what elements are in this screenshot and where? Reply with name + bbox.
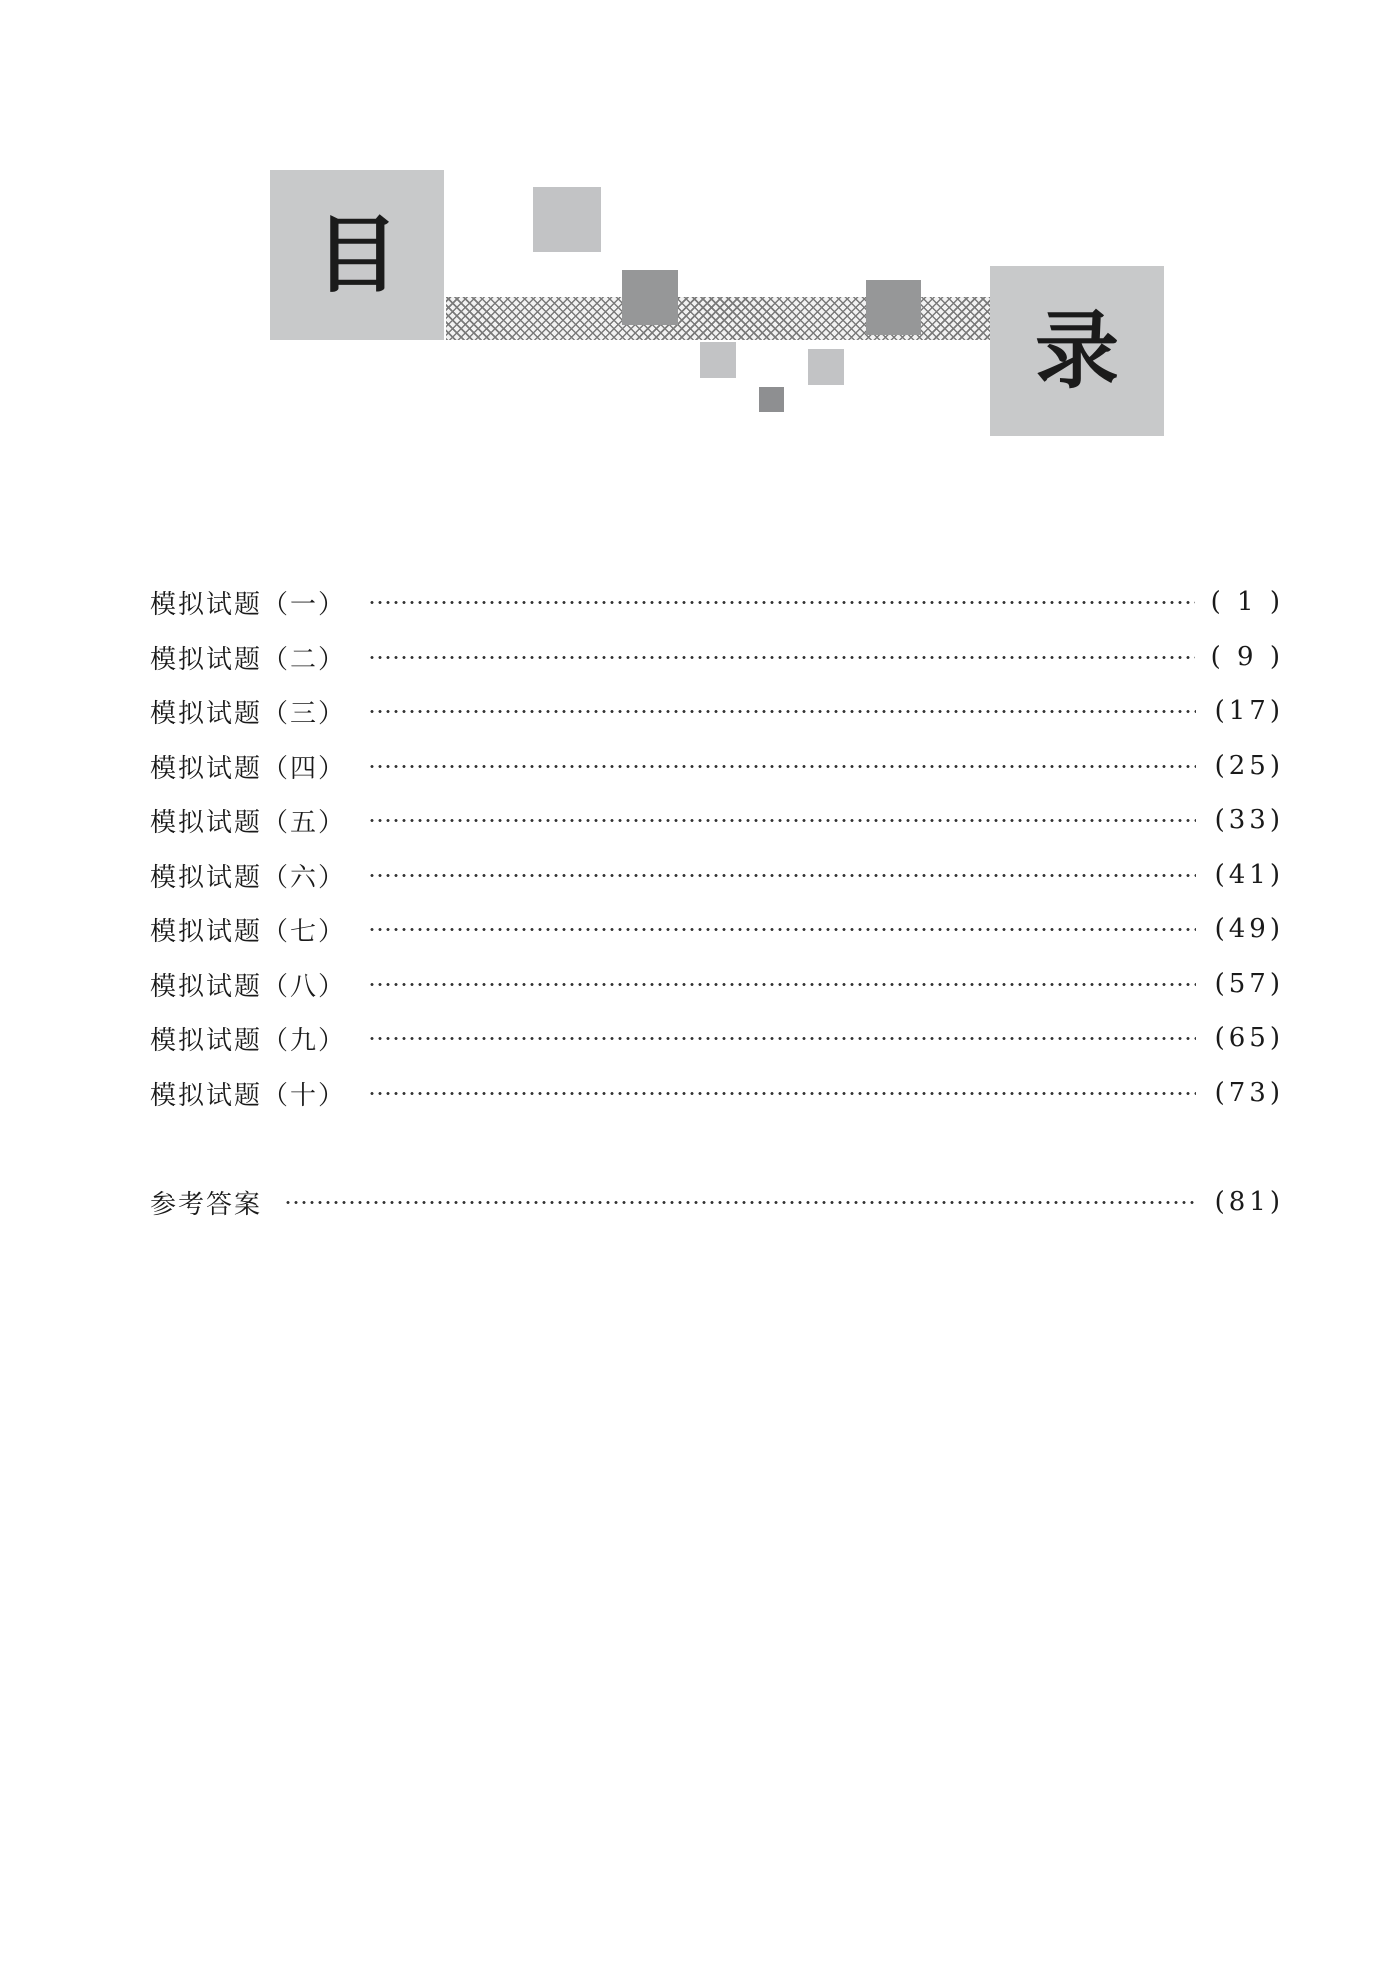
toc-entry[interactable]	[150, 909, 1284, 949]
decor-square	[700, 342, 736, 378]
dot-leader	[368, 983, 1196, 986]
heading-box-right	[990, 266, 1164, 436]
dot-leader	[368, 710, 1196, 713]
dot-leader	[368, 601, 1195, 604]
toc-entry-page: (41)	[1214, 860, 1284, 890]
toc-entry-page: (57)	[1214, 969, 1284, 999]
toc-entry-page: (73)	[1214, 1078, 1284, 1108]
toc-entry[interactable]	[150, 800, 1284, 840]
toc-entry[interactable]	[150, 691, 1284, 731]
toc-entry-title: 模拟试题（二）	[150, 644, 347, 675]
dot-leader	[368, 819, 1196, 822]
decor-square	[808, 349, 844, 385]
toc-entry-title: 模拟试题（九）	[150, 1025, 347, 1056]
decor-square	[533, 187, 601, 252]
decor-square	[866, 280, 921, 335]
toc-entry[interactable]	[150, 637, 1284, 677]
dot-leader	[284, 1201, 1196, 1204]
toc-header-graphic	[0, 0, 1398, 460]
toc-entry-page: ( 1 )	[1210, 587, 1284, 617]
toc-entry-title: 模拟试题（七）	[150, 916, 347, 947]
toc-entry-title: 模拟试题（一）	[150, 589, 347, 620]
dot-leader	[368, 874, 1196, 877]
heading-box-left	[270, 170, 444, 340]
dot-leader	[368, 765, 1196, 768]
decor-square	[759, 387, 784, 412]
toc-entry-title: 模拟试题（三）	[150, 698, 347, 729]
dot-leader	[368, 1092, 1196, 1095]
dot-leader	[368, 656, 1195, 659]
toc-entry[interactable]	[150, 1018, 1284, 1058]
decor-square	[622, 270, 678, 325]
heading-char-left: 目	[314, 206, 399, 304]
toc-entry-title: 模拟试题（十）	[150, 1080, 347, 1111]
toc-entry-page: ( 9 )	[1210, 642, 1284, 672]
toc-entry-page: (81)	[1214, 1187, 1284, 1217]
toc-entry-title: 参考答案	[150, 1189, 263, 1220]
toc-entry-page: (49)	[1214, 914, 1284, 944]
toc-entry-page: (17)	[1214, 696, 1284, 726]
heading-char-right: 录	[1034, 302, 1119, 400]
toc-entry[interactable]	[150, 964, 1284, 1004]
toc-entry-page: (65)	[1214, 1023, 1284, 1053]
dot-leader	[368, 928, 1196, 931]
toc-entry[interactable]	[150, 1073, 1284, 1113]
toc-entry-page: (33)	[1214, 805, 1284, 835]
toc-entry[interactable]	[150, 746, 1284, 786]
toc-entry[interactable]	[150, 582, 1284, 622]
toc-entry-page: (25)	[1214, 751, 1284, 781]
toc-entry-title: 模拟试题（六）	[150, 862, 347, 893]
dot-leader	[368, 1037, 1196, 1040]
toc-entry-title: 模拟试题（四）	[150, 753, 347, 784]
toc-entry-answers[interactable]	[150, 1182, 1284, 1222]
toc-entry-title: 模拟试题（五）	[150, 807, 347, 838]
toc-entry[interactable]	[150, 855, 1284, 895]
toc-entry-title: 模拟试题（八）	[150, 971, 347, 1002]
